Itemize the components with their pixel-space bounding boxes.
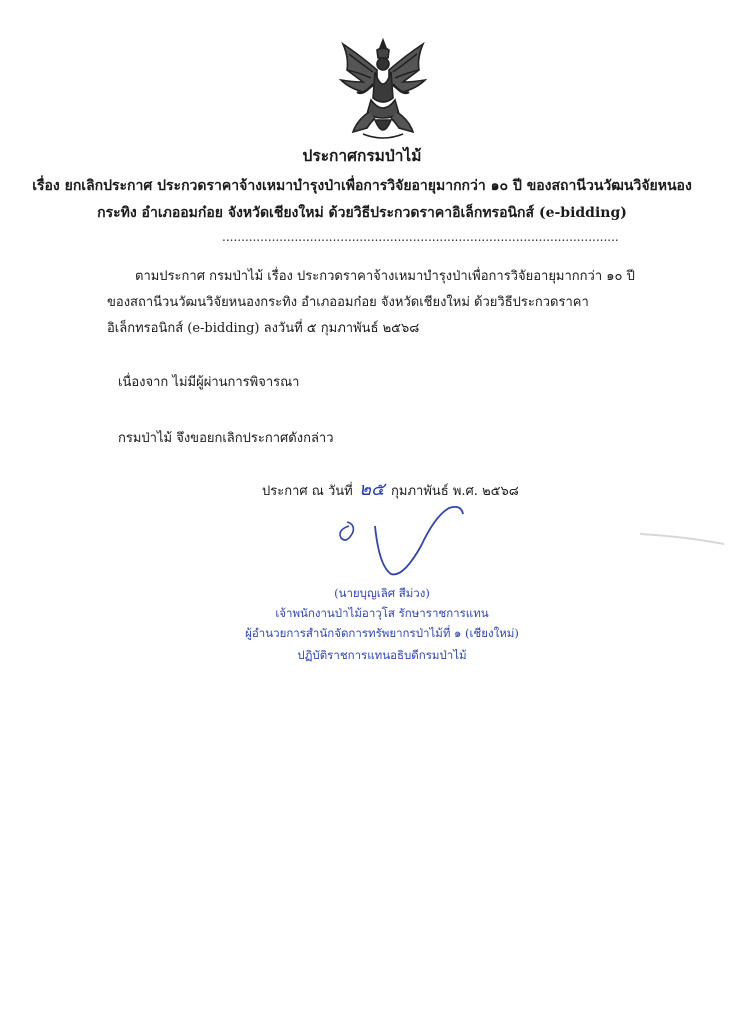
paragraph-reference-text: ตามประกาศ กรมป่าไม้ เรื่อง ประกวดราคาจ้างเหมาบำรุงป่าเพื่อการวิจัยอายุมากกว่า ๑๐ ปี ของสถานีวนวัฒนวิจัยหนองกระทิง อำเภออมก๋อย จังหวัดเชียงใหม่ ด้วยวิธีประกวดราคาอิเล็กทรอนิกส์ (e-bidding) ลงวันที่ ๕ กุมภาพันธ์ ๒๕๖๘	[107, 269, 635, 336]
signatory-name: (นายบุญเลิศ สีม่วง)	[334, 586, 430, 600]
signatory-position-2: ผู้อำนวยการสำนักจัดการทรัพยากรป่าไม้ที่ ๑ (เชียงใหม่)	[245, 626, 519, 640]
handwritten-signature	[325, 496, 475, 596]
signatory-position-1: เจ้าพนักงานป่าไม้อาวุโส รักษาราชการแทน	[275, 606, 489, 620]
paragraph-reference	[107, 264, 647, 342]
scan-streak	[640, 528, 724, 548]
subject-line-1: เรื่อง ยกเลิกประกาศ ประกวดราคาจ้างเหมาบำรุงป่าเพื่อการวิจัยอายุมากกว่า ๑๐ ปี ของสถานีวนวัฒนวิจัยหนอง	[32, 178, 692, 194]
date-prefix: ประกาศ ณ วันที่	[262, 484, 353, 499]
paragraph-cancellation: กรมป่าไม้ จึงขอยกเลิกประกาศดังกล่าว	[118, 431, 334, 446]
date-day-handwritten: ๒๕	[359, 479, 385, 500]
signatory-position-3: ปฏิบัติราชการแทนอธิบดีกรมป่าไม้	[297, 648, 467, 662]
document-title: ประกาศกรมป่าไม้	[302, 146, 422, 165]
paragraph-reason: เนื่องจาก ไม่มีผู้ผ่านการพิจารณา	[118, 375, 300, 390]
garuda-emblem-icon	[333, 36, 433, 142]
date-suffix: กุมภาพันธ์ พ.ศ. ๒๕๖๘	[391, 484, 519, 499]
separator-dots: ........................................................................................................	[222, 230, 619, 244]
subject-line-2: กระทิง อำเภออมก๋อย จังหวัดเชียงใหม่ ด้วยวิธีประกวดราคาอิเล็กทรอนิกส์ (e-bidding)	[97, 205, 627, 221]
